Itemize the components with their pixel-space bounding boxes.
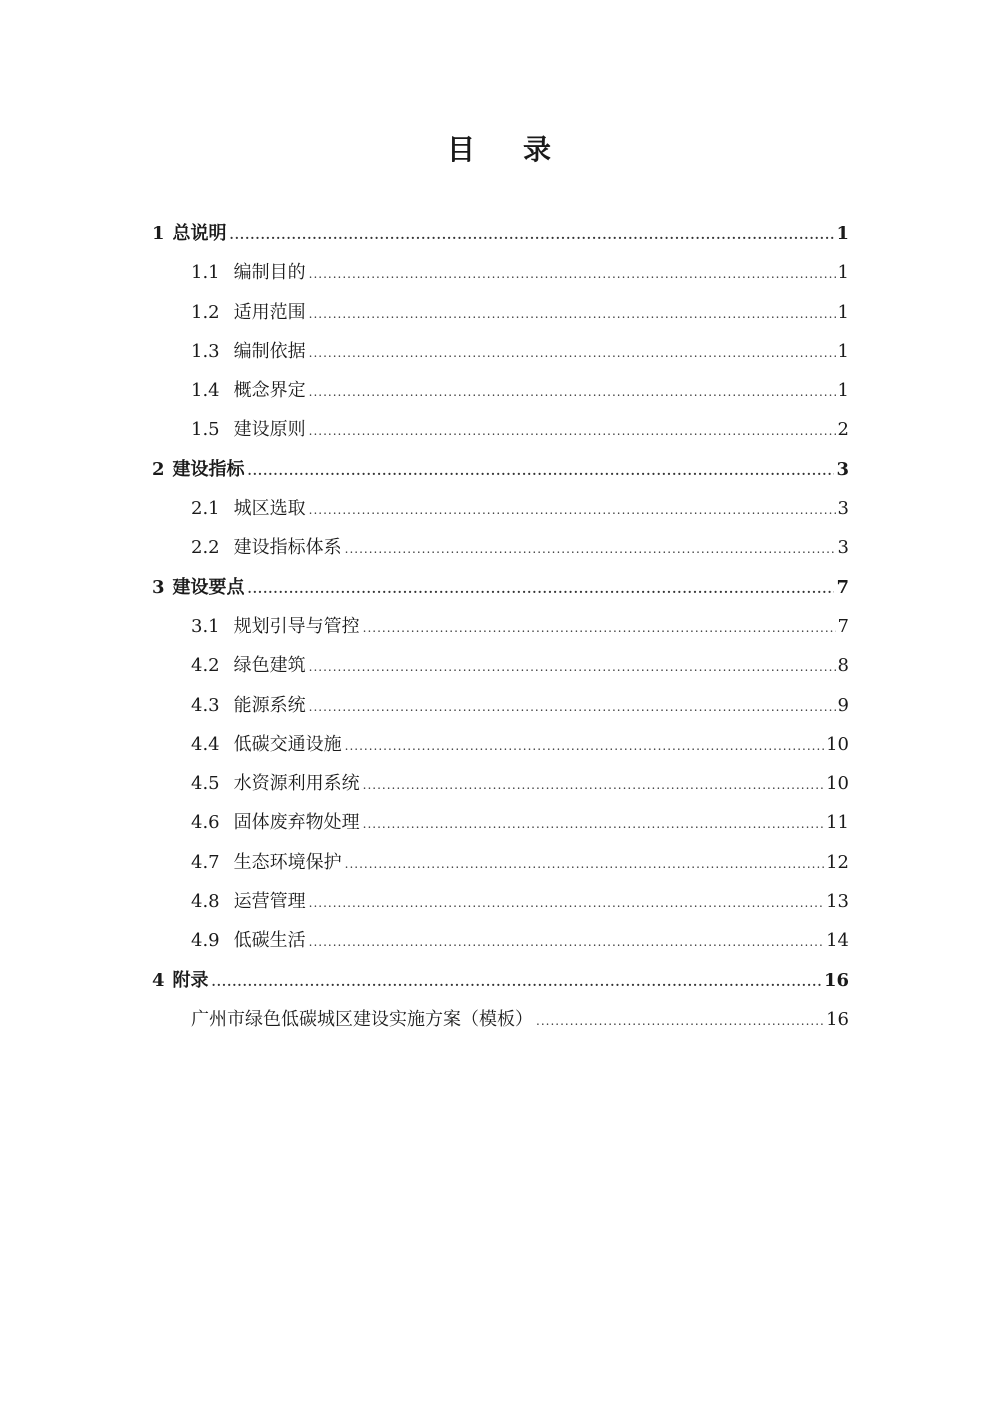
toc-entry-4-4[interactable] [152,725,849,764]
toc-entry-number: 1.4 [191,380,220,402]
toc-entry-4-8[interactable] [152,882,849,921]
toc-entry-4-6[interactable] [152,803,849,842]
toc-entry-2-2[interactable] [152,528,849,567]
dot-leader [345,845,824,884]
toc-entry-page: 8 [837,655,849,677]
toc-entry-3[interactable] [152,568,849,607]
toc-entry-page: 9 [837,694,849,716]
toc-entry-number: 1.3 [191,340,220,362]
toc-entry-number: 4.3 [191,694,220,716]
toc-entry-1[interactable] [152,214,849,253]
toc-entry-page: 1 [836,223,849,244]
toc-entry-label: 广州市绿色低碳城区建设实施方案（模板） [191,1008,533,1030]
toc-entry-page: 11 [826,812,849,834]
toc-entry-label: 能源系统 [233,694,306,716]
toc-entry-number: 4.7 [191,851,220,873]
toc-entry-number: 2 [152,458,165,480]
toc-entry-page: 3 [837,537,849,559]
toc-entry-page: 10 [826,773,849,795]
toc-entry-number: 2.1 [191,498,220,520]
dot-leader [230,216,835,255]
toc-entry-number: 4.4 [191,733,220,755]
toc-entry-4-7[interactable] [152,843,849,882]
toc-entry-4-3[interactable] [152,686,849,725]
toc-entry-page: 1 [837,380,849,402]
toc-entry-number: 4.5 [191,773,220,795]
toc-entry-page: 10 [826,733,849,755]
dot-leader [536,1002,824,1041]
toc-entry-label: 总说明 [172,223,227,244]
toc-entry-4-2[interactable] [152,646,849,685]
dot-leader [309,373,836,412]
toc-entry-number: 4 [152,969,165,991]
toc-entry-label: 固体废弃物处理 [233,812,360,834]
toc-entry-page: 1 [837,340,849,362]
dot-leader [248,452,835,491]
toc-entry-number: 1.5 [191,419,220,441]
toc-entry-number: 3 [152,576,165,598]
toc-entry-3-1[interactable] [152,607,849,646]
toc-entry-number: 1.1 [191,262,220,284]
toc-entry-label: 附录 [172,969,209,991]
dot-leader [309,884,824,923]
dot-leader [309,648,836,687]
toc-entry-page: 14 [826,930,849,952]
toc-entry-number: 4.2 [191,655,220,677]
toc-entry-1-2[interactable] [152,293,849,332]
dot-leader [309,412,836,451]
toc-entry-page: 13 [826,891,849,913]
dot-leader [309,688,836,727]
toc-entry-4-9[interactable] [152,921,849,960]
table-of-contents [152,214,849,1039]
toc-entry-label: 城区选取 [233,498,306,520]
toc-entry-label: 绿色建筑 [233,655,306,677]
toc-entry-page: 16 [823,969,849,991]
toc-entry-number: 4.6 [191,812,220,834]
dot-leader [309,334,836,373]
dot-leader [363,766,824,805]
title-char-1: 目 [446,133,477,166]
toc-entry-page: 7 [836,576,849,598]
toc-entry-page: 16 [826,1008,849,1030]
toc-entry-label: 低碳生活 [233,930,306,952]
toc-entry-4[interactable] [152,961,849,1000]
dot-leader [363,609,836,648]
toc-entry-page: 7 [837,615,849,637]
toc-entry-label: 编制目的 [233,262,306,284]
dot-leader [212,963,822,1002]
toc-entry-label: 建设要点 [172,576,245,598]
toc-entry-number: 1.2 [191,301,220,323]
dot-leader [309,923,824,962]
dot-leader [309,255,836,294]
dot-leader [309,295,836,334]
toc-entry-1-4[interactable] [152,371,849,410]
toc-entry-1-5[interactable] [152,410,849,449]
toc-entry-page: 3 [836,458,849,480]
toc-entry-label: 概念界定 [233,380,306,402]
toc-entry-label: 建设指标 [172,458,245,480]
toc-entry-number: 4.9 [191,930,220,952]
toc-entry-appendix[interactable] [152,1000,849,1039]
page-title [0,128,1000,168]
toc-entry-page: 3 [837,498,849,520]
dot-leader [345,530,836,569]
dot-leader [248,570,835,609]
toc-entry-2-1[interactable] [152,489,849,528]
toc-entry-page: 1 [837,262,849,284]
toc-entry-label: 适用范围 [233,301,306,323]
toc-entry-label: 运营管理 [233,891,306,913]
dot-leader [363,805,824,844]
dot-leader [345,727,824,766]
toc-entry-number: 4.8 [191,891,220,913]
toc-entry-label: 低碳交通设施 [233,733,342,755]
dot-leader [309,491,836,530]
toc-entry-label: 水资源利用系统 [233,773,360,795]
toc-entry-label: 规划引导与管控 [233,615,360,637]
toc-entry-4-5[interactable] [152,764,849,803]
toc-entry-page: 2 [837,419,849,441]
toc-entry-1-3[interactable] [152,332,849,371]
toc-entry-number: 3.1 [191,615,220,637]
toc-entry-2[interactable] [152,450,849,489]
title-char-2: 录 [523,133,554,166]
toc-entry-page: 12 [826,851,849,873]
toc-entry-label: 建设指标体系 [233,537,342,559]
toc-entry-number: 2.2 [191,537,220,559]
toc-entry-label: 编制依据 [233,340,306,362]
toc-entry-page: 1 [837,301,849,323]
toc-entry-label: 生态环境保护 [233,851,342,873]
toc-entry-number: 1 [152,223,165,244]
toc-entry-label: 建设原则 [233,419,306,441]
toc-entry-1-1[interactable] [152,253,849,292]
